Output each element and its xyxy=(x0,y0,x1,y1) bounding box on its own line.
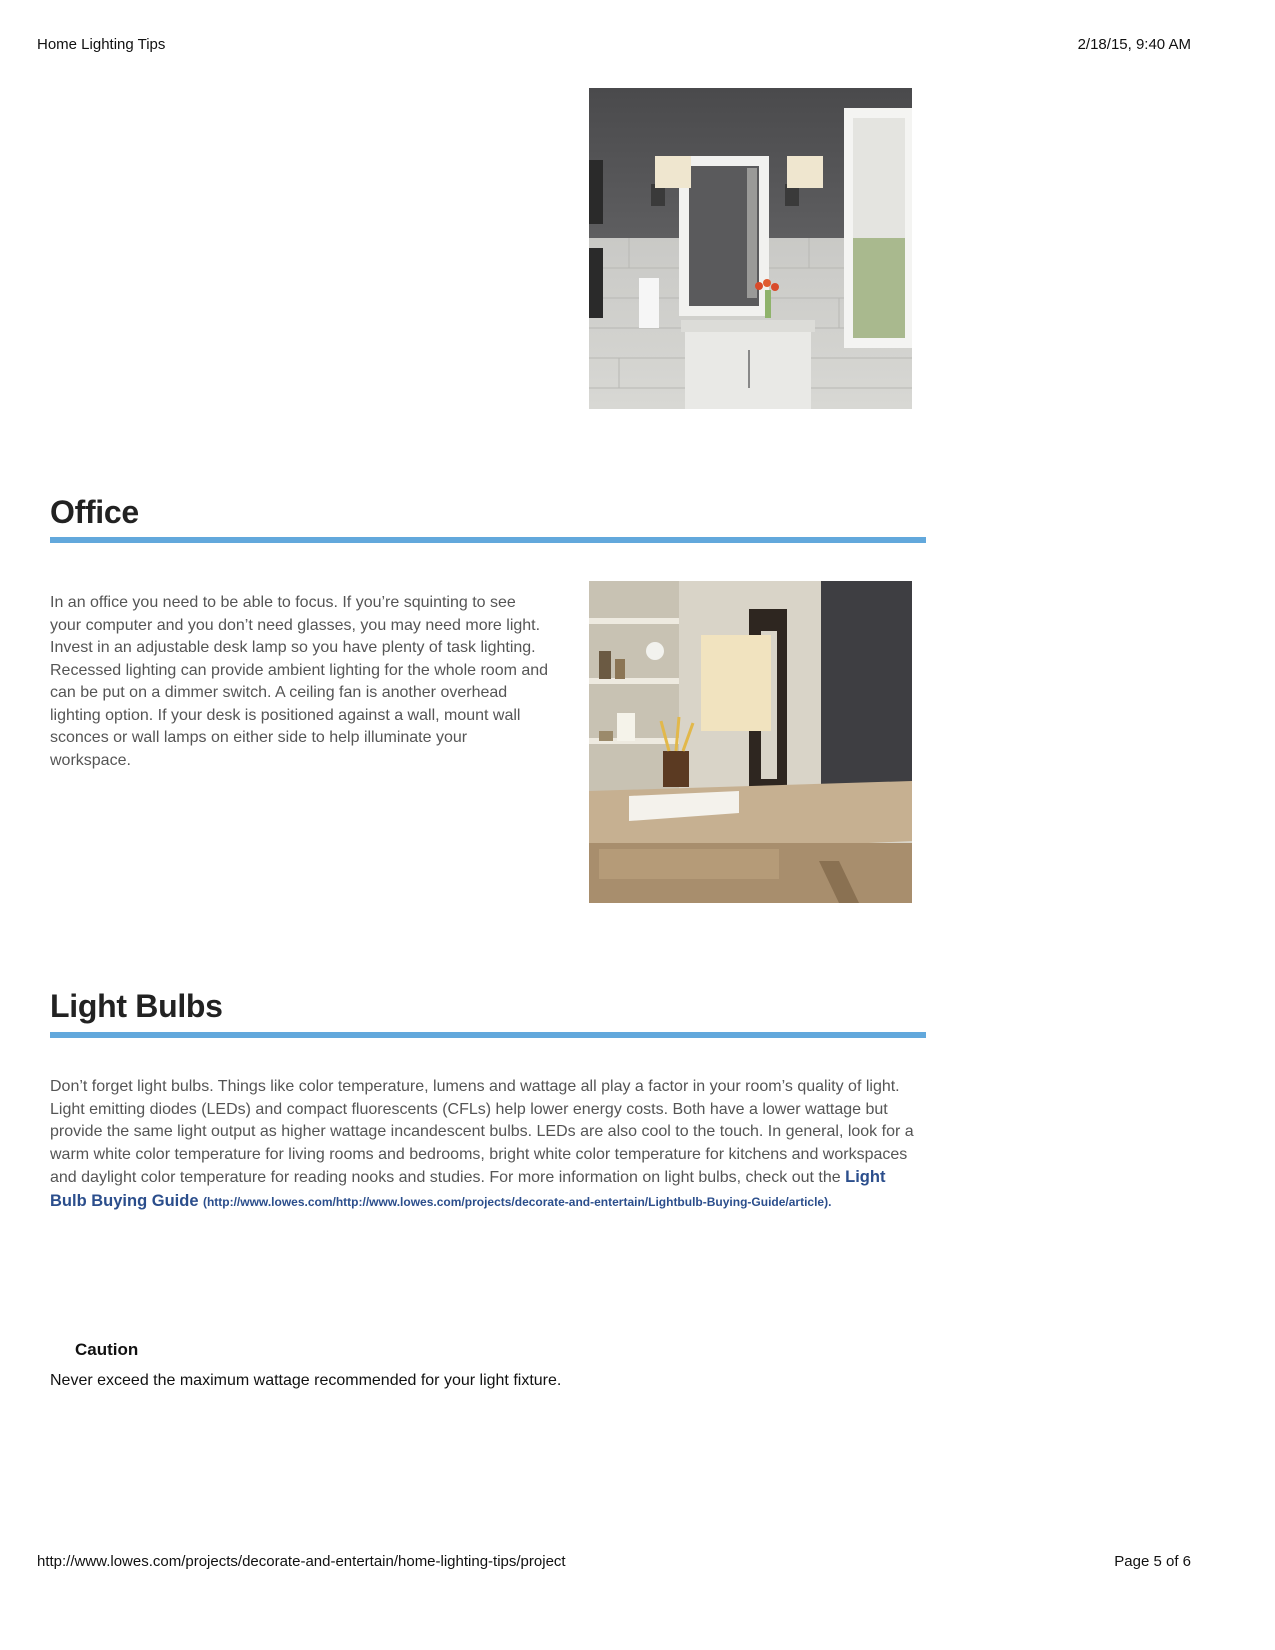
page-header-datetime: 2/18/15, 9:40 AM xyxy=(1077,36,1191,53)
office-body-text: In an office you need to be able to focus. If you’re squinting to see your computer and you don’t need glasses, you may need more light. Invest in an adjustable desk lamp so you have plenty of task lighting. Recessed lighting can provide ambient lighting for the whole room and can be put on a dimmer switch. A ceiling fan is another overhead lighting option. If your desk is positioned against a wall, mount wall sconces or wall lamps on either side to help illuminate your workspace. xyxy=(50,594,549,769)
page-header-title: Home Lighting Tips xyxy=(37,36,166,53)
light-bulbs-paragraph: Don’t forget light bulbs. Things like color temperature, lumens and wattage all play a factor in your room’s quality of light. Light emitting diodes (LEDs) and compact fluorescents (CFLs) help lower energy costs. Both have a lower wattage but provide the same light output as higher wattage incandescent bulbs. LEDs are also cool to the touch. In general, look for a warm white color temperature for living rooms and bedrooms, bright white color temperature for kitchens and workspaces and daylight color temperature for reading nooks and studies. For more information on light bulbs, check out the xyxy=(50,1078,914,1186)
light-bulbs-body-text xyxy=(50,1076,920,1213)
light-bulbs-heading: Light Bulbs xyxy=(50,988,223,1024)
office-heading-rule xyxy=(50,537,926,543)
office-heading: Office xyxy=(50,494,139,530)
light-bulbs-heading-rule xyxy=(50,1032,926,1038)
light-bulb-guide-url[interactable]: (http://www.lowes.com/http://www.lowes.com/projects/decorate-and-entertain/Lightbulb-Buying-Guide/article) xyxy=(202,1194,829,1209)
light-bulb-buying-guide-link[interactable]: Light Bulb Buying Guide xyxy=(50,1168,886,1210)
page-footer-page-number: Page 5 of 6 xyxy=(1114,1553,1191,1570)
bathroom-vanity-photo xyxy=(589,88,912,409)
caution-text: Never exceed the maximum wattage recommended for your light fixture. xyxy=(50,1372,562,1389)
office-desk-lamp-photo xyxy=(589,581,912,903)
light-bulb-guide-period: . xyxy=(828,1194,832,1209)
page-footer-url: http://www.lowes.com/projects/decorate-and-entertain/home-lighting-tips/project xyxy=(37,1553,566,1570)
caution-heading: Caution xyxy=(75,1340,139,1359)
